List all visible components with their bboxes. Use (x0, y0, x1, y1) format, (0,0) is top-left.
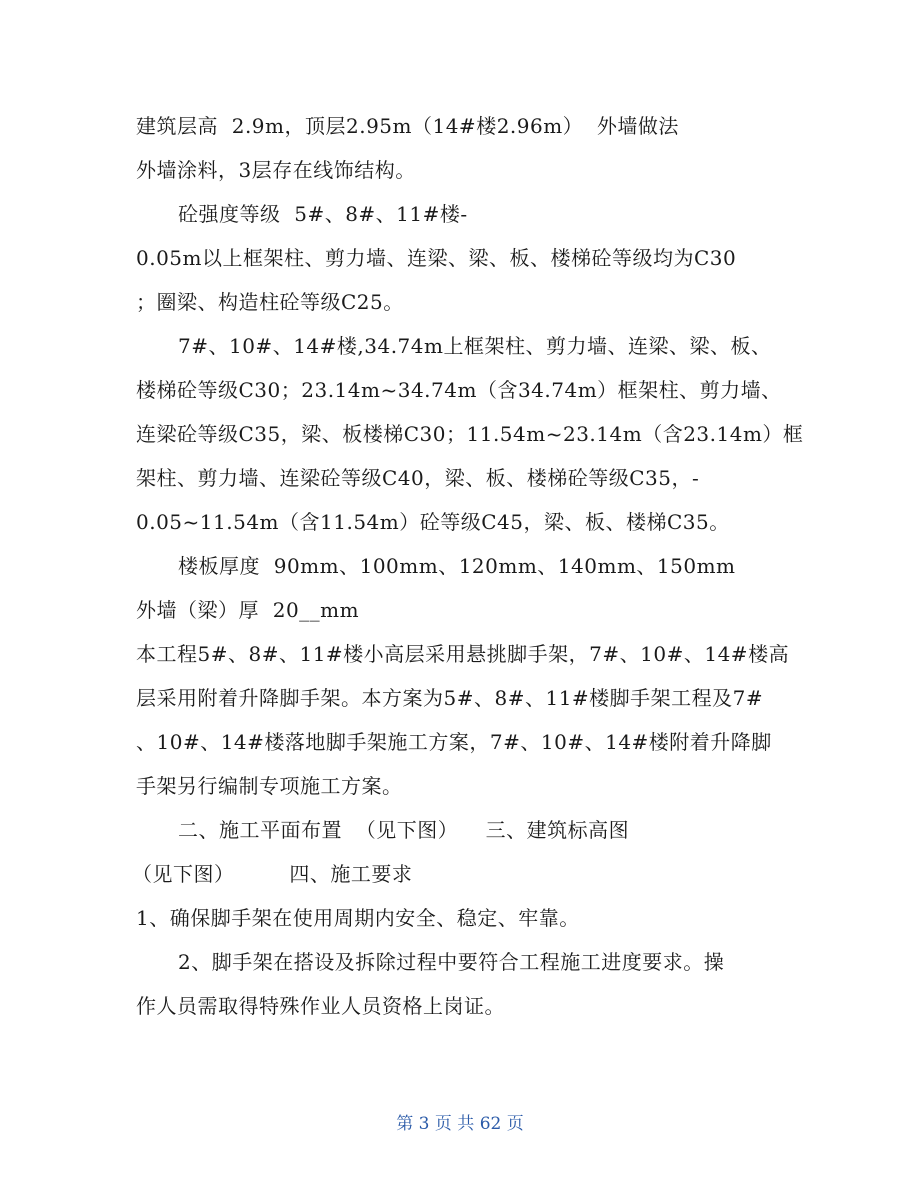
page-number-footer: 第 3 页 共 62 页 (396, 1114, 524, 1134)
text-line-wall-thickness: 外墙（梁）厚 20__mm (136, 598, 360, 622)
requirement-item-1: 1、确保脚手架在使用周期内安全、稳定、牢靠。 (136, 906, 580, 930)
text-line-building-height: 建筑层高 2.9m，顶层2.95m（14#楼2.96m） 外墙做法 (136, 114, 679, 138)
section-heading-requirements: （见下图） 四、施工要求 (132, 862, 413, 886)
text-line-concrete-grade-c30: 0.05m以上框架柱、剪力墙、连梁、梁、板、楼梯砼等级均为C30 (136, 246, 737, 270)
text-line-tower-grades-5: 0.05~11.54m（含11.54m）砼等级C45，梁、板、楼梯C35。 (136, 510, 730, 534)
requirement-item-2: 2、脚手架在搭设及拆除过程中要符合工程施工进度要求。操 (178, 950, 725, 974)
text-line-slab-thickness: 楼板厚度 90mm、100mm、120mm、140mm、150mm (178, 554, 736, 578)
text-line-concrete-grade-c25: ；圈梁、构造柱砼等级C25。 (136, 290, 404, 314)
text-line-scaffold-plan-1: 本工程5#、8#、11#楼小高层采用悬挑脚手架，7#、10#、14#楼高 (136, 642, 790, 666)
section-heading-layout-elevation: 二、施工平面布置 （见下图） 三、建筑标高图 (178, 818, 630, 842)
text-line-scaffold-plan-3: 、10#、14#楼落地脚手架施工方案，7#、10#、14#楼附着升降脚 (136, 730, 772, 754)
text-line-concrete-grade-heading: 砼强度等级 5#、8#、11#楼- (178, 202, 468, 226)
text-line-scaffold-plan-4: 手架另行编制专项施工方案。 (136, 774, 403, 798)
text-line-tower-grades-2: 楼梯砼等级C30；23.14m~34.74m（含34.74m）框架柱、剪力墙、 (136, 378, 782, 402)
text-line-tower-grades-3: 连梁砼等级C35，梁、板楼梯C30；11.54m~23.14m（含23.14m）框 (136, 422, 804, 446)
requirement-item-2-cont: 作人员需取得特殊作业人员资格上岗证。 (136, 994, 505, 1018)
text-line-scaffold-plan-2: 层采用附着升降脚手架。本方案为5#、8#、11#楼脚手架工程及7# (136, 686, 764, 710)
text-line-exterior-finish: 外墙涂料，3层存在线饰结构。 (136, 158, 416, 182)
text-line-tower-grades-1: 7#、10#、14#楼,34.74m上框架柱、剪力墙、连梁、梁、板、 (178, 334, 772, 358)
text-line-tower-grades-4: 架柱、剪力墙、连梁砼等级C40，梁、板、楼梯砼等级C35，- (136, 466, 700, 490)
